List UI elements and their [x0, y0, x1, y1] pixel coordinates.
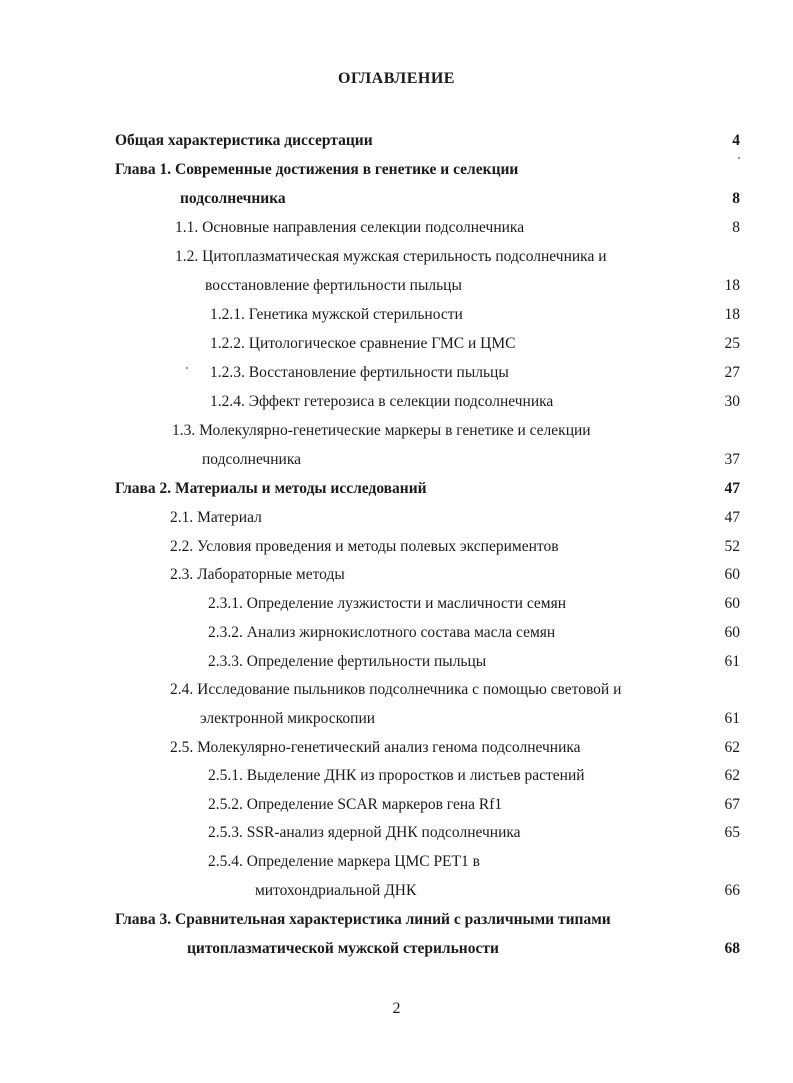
toc-entry-page: 18 [724, 277, 740, 294]
toc-entry-2-3-3[interactable] [208, 651, 740, 673]
toc-entry-page: 30 [724, 393, 740, 410]
toc-entry-page: 47 [724, 480, 740, 497]
toc-entry-text: 2.5.2. Определение SCAR маркеров гена Rf1 [208, 796, 503, 813]
toc-entry-2-3-1[interactable] [208, 593, 740, 615]
toc-entry-chapter-1-cont[interactable] [180, 188, 740, 210]
toc-entry-2-5-4-cont[interactable] [255, 880, 740, 902]
toc-entry-text: 2.2. Условия проведения и методы полевых экспериментов [170, 538, 559, 555]
toc-entry-text: 2.3.1. Определение лузжистости и масличности семян [208, 595, 567, 612]
toc-entry-text: 2.3.3. Определение фертильности пыльцы [208, 653, 487, 670]
toc-entry-2-4-cont[interactable] [200, 708, 740, 730]
toc-entry-text: 2.3. Лабораторные методы [170, 566, 345, 583]
toc-entry-text: 1.1. Основные направления селекции подсолнечника [175, 219, 525, 236]
toc-entry-2-5-3[interactable] [208, 822, 740, 844]
toc-entry-page: 4 [732, 132, 740, 149]
toc-entry-page: 27 [724, 364, 740, 381]
toc-entry-1-3[interactable] [172, 420, 740, 442]
toc-entry-page: 65 [724, 824, 740, 841]
toc-entry-page: 25 [724, 335, 740, 352]
toc-entry-1-2-2[interactable] [210, 333, 740, 355]
toc-entry-chapter-3-cont[interactable] [187, 938, 740, 960]
toc-entry-page: 62 [724, 739, 740, 756]
toc-entry-1-1[interactable] [175, 217, 740, 239]
toc-entry-chapter-1[interactable] [115, 159, 740, 181]
toc-entry-page: 66 [724, 882, 740, 899]
toc-entry-page: 61 [724, 653, 740, 670]
page-number: 2 [392, 1000, 401, 1017]
toc-entry-2-5-4[interactable] [208, 851, 740, 873]
toc-entry-page: 8 [732, 219, 740, 236]
toc-entry-2-1[interactable] [170, 507, 740, 529]
toc-entry-1-2-cont[interactable] [205, 275, 740, 297]
toc-entry-page: 62 [724, 767, 740, 784]
toc-entry-1-3-cont[interactable] [202, 449, 740, 471]
toc-entry-text: электронной микроскопии [200, 710, 376, 727]
toc-entry-general[interactable] [115, 130, 740, 152]
toc-entry-2-3[interactable] [170, 564, 740, 586]
toc-entry-1-2[interactable] [175, 246, 740, 268]
toc-entry-page: 67 [724, 796, 740, 813]
toc-entry-chapter-3[interactable] [115, 909, 740, 931]
toc-entry-page: 60 [724, 595, 740, 612]
document-title: ОГЛАВЛЕНИЕ [338, 70, 455, 87]
toc-entry-text: 2.5.3. SSR-анализ ядерной ДНК подсолнечника [208, 824, 521, 841]
toc-entry-text: Общая характеристика диссертации [115, 132, 373, 149]
toc-entry-page: 8 [732, 190, 740, 207]
toc-entry-page: 68 [724, 940, 740, 957]
toc-entry-text: восстановление фертильности пыльцы [205, 277, 462, 294]
toc-entry-page: 47 [724, 509, 740, 526]
toc-entry-text: 1.3. Молекулярно-генетические маркеры в генетике и селекции [172, 422, 591, 439]
toc-entry-text: 2.5.4. Определение маркера ЦМС PET1 в [208, 853, 480, 870]
toc-entry-2-4[interactable] [170, 679, 740, 701]
toc-entry-page: 60 [724, 624, 740, 641]
toc-entry-2-5[interactable] [170, 737, 740, 759]
toc-entry-2-5-2[interactable] [208, 794, 740, 816]
toc-entry-text: 1.2. Цитоплазматическая мужская стерильность подсолнечника и [175, 248, 607, 265]
toc-entry-text: Глава 2. Материалы и методы исследований [115, 480, 427, 497]
toc-entry-text: цитоплазматической мужской стерильности [187, 940, 499, 957]
toc-entry-page: 61 [724, 710, 740, 727]
scan-speck [186, 367, 188, 369]
toc-entry-text: 2.4. Исследование пыльников подсолнечника с помощью световой и [170, 681, 622, 698]
toc-entry-text: подсолнечника [180, 190, 286, 207]
toc-entry-2-2[interactable] [170, 536, 740, 558]
toc-entry-page: 37 [724, 451, 740, 468]
toc-entry-text: подсолнечника [202, 451, 301, 468]
toc-entry-2-5-1[interactable] [208, 765, 740, 787]
toc-entry-1-2-1[interactable] [210, 304, 740, 326]
toc-entry-text: 1.2.2. Цитологическое сравнение ГМС и ЦМС [210, 335, 516, 352]
toc-entry-1-2-4[interactable] [210, 391, 740, 413]
toc-entry-text: 2.1. Материал [170, 509, 262, 526]
toc-entry-text: 2.5.1. Выделение ДНК из проростков и листьев растений [208, 767, 585, 784]
toc-entry-text: Глава 1. Современные достижения в генетике и селекции [115, 161, 519, 178]
toc-entry-text: митохондриальной ДНК [255, 882, 417, 899]
toc-entry-text: 2.3.2. Анализ жирнокислотного состава масла семян [208, 624, 556, 641]
toc-entry-text: 2.5. Молекулярно-генетический анализ генома подсолнечника [170, 739, 581, 756]
toc-entry-page: 18 [724, 306, 740, 323]
toc-entry-2-3-2[interactable] [208, 622, 740, 644]
toc-entry-text: 1.2.3. Восстановление фертильности пыльцы [210, 364, 509, 381]
toc-entry-page: 52 [724, 538, 740, 555]
toc-entry-text: 1.2.4. Эффект гетерозиса в селекции подсолнечника [210, 393, 554, 410]
toc-entry-page: 60 [724, 566, 740, 583]
toc-entry-text: Глава 3. Сравнительная характеристика линий с различными типами [115, 911, 611, 928]
toc-entry-chapter-2[interactable] [115, 478, 740, 500]
scan-speck [738, 157, 740, 159]
toc-entry-text: 1.2.1. Генетика мужской стерильности [210, 306, 463, 323]
toc-entry-1-2-3[interactable] [210, 362, 740, 384]
